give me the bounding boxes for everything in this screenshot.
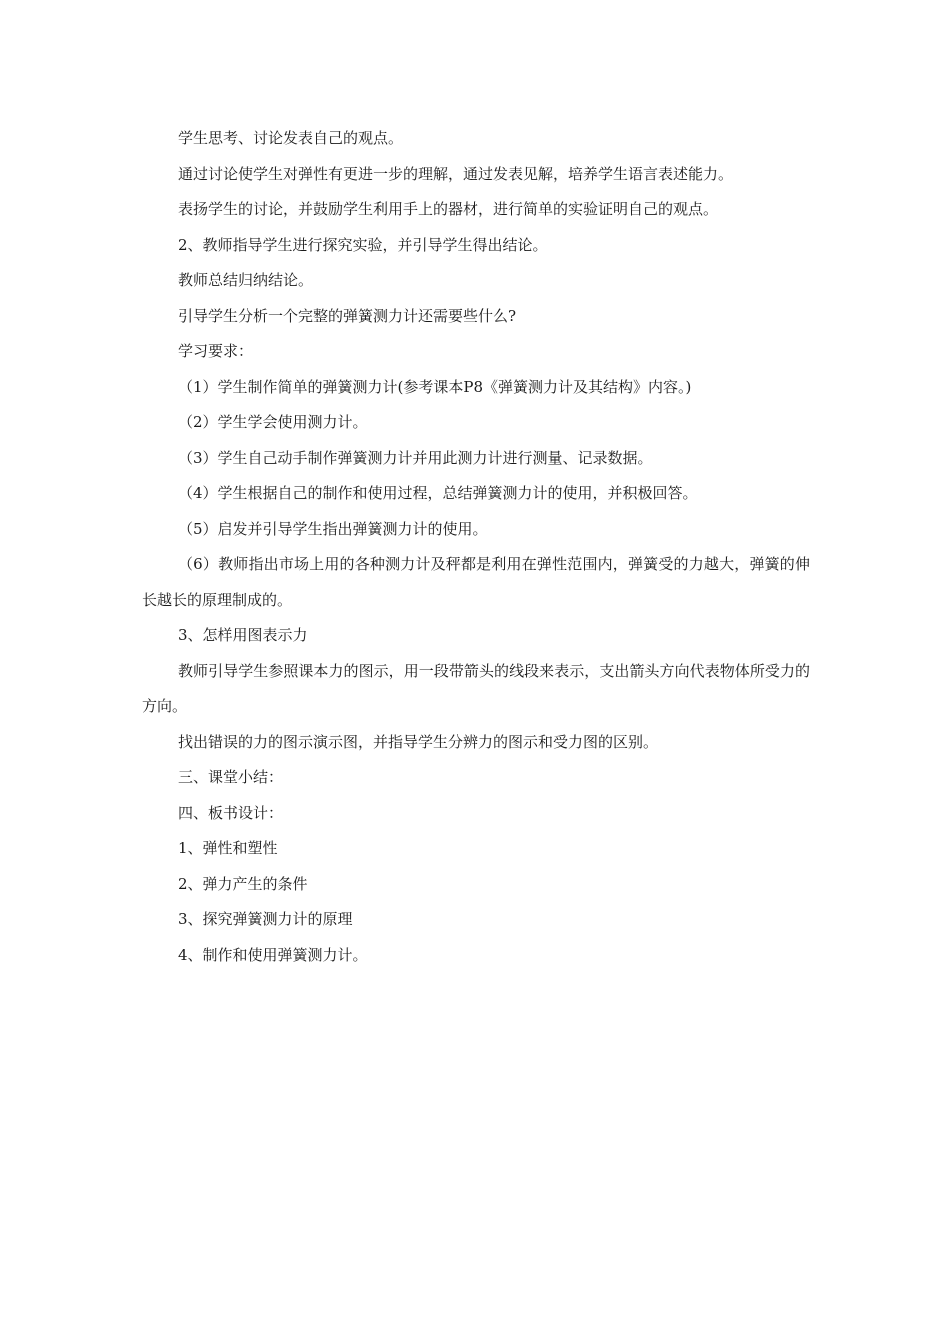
paragraph: （5）启发并引导学生指出弹簧测力计的使用。: [178, 519, 488, 538]
paragraph: 2、教师指导学生进行探究实验，并引导学生得出结论。: [178, 235, 548, 254]
paragraph: 学生思考、讨论发表自己的观点。: [178, 129, 404, 147]
paragraph: 教师总结归纳结论。: [178, 271, 314, 289]
paragraph: （6）教师指出市场上用的各种测力计及秤都是利用在弹性范围内，弹簧受的力越大，弹簧的伸长越长的原理制成的。: [142, 555, 810, 609]
paragraph: 找出错误的力的图示演示图，并指导学生分辨力的图示和受力图的区别。: [178, 732, 659, 751]
document-body: [142, 121, 810, 973]
paragraph: 学习要求：: [178, 342, 254, 360]
paragraph: 2、弹力产生的条件: [178, 874, 308, 893]
paragraph: （1）学生制作简单的弹簧测力计(参考课本P8《弹簧测力计及其结构》内容。): [178, 377, 692, 396]
paragraph: 教师引导学生参照课本力的图示，用一段带箭头的线段来表示，支出箭头方向代表物体所受力的方向。: [142, 661, 810, 715]
paragraph: 1、弹性和塑性: [178, 839, 278, 857]
paragraph: （2）学生学会使用测力计。: [178, 413, 368, 431]
paragraph: 通过讨论使学生对弹性有更进一步的理解，通过发表见解，培养学生语言表述能力。: [178, 164, 734, 183]
paragraph: 引导学生分析一个完整的弹簧测力计还需要些什么?: [178, 306, 517, 325]
paragraph: 3、探究弹簧测力计的原理: [178, 910, 353, 928]
paragraph: 表扬学生的讨论，并鼓励学生利用手上的器材，进行简单的实验证明自己的观点。: [178, 200, 719, 218]
paragraph: （3）学生自己动手制作弹簧测力计并用此测力计进行测量、记录数据。: [178, 448, 653, 467]
paragraph: 四、板书设计：: [178, 803, 284, 822]
paragraph: 3、怎样用图表示力: [178, 626, 308, 644]
paragraph: 三、课堂小结：: [178, 768, 284, 786]
paragraph: 4、制作和使用弹簧测力计。: [178, 945, 368, 964]
paragraph: （4）学生根据自己的制作和使用过程，总结弹簧测力计的使用，并积极回答。: [178, 484, 698, 502]
